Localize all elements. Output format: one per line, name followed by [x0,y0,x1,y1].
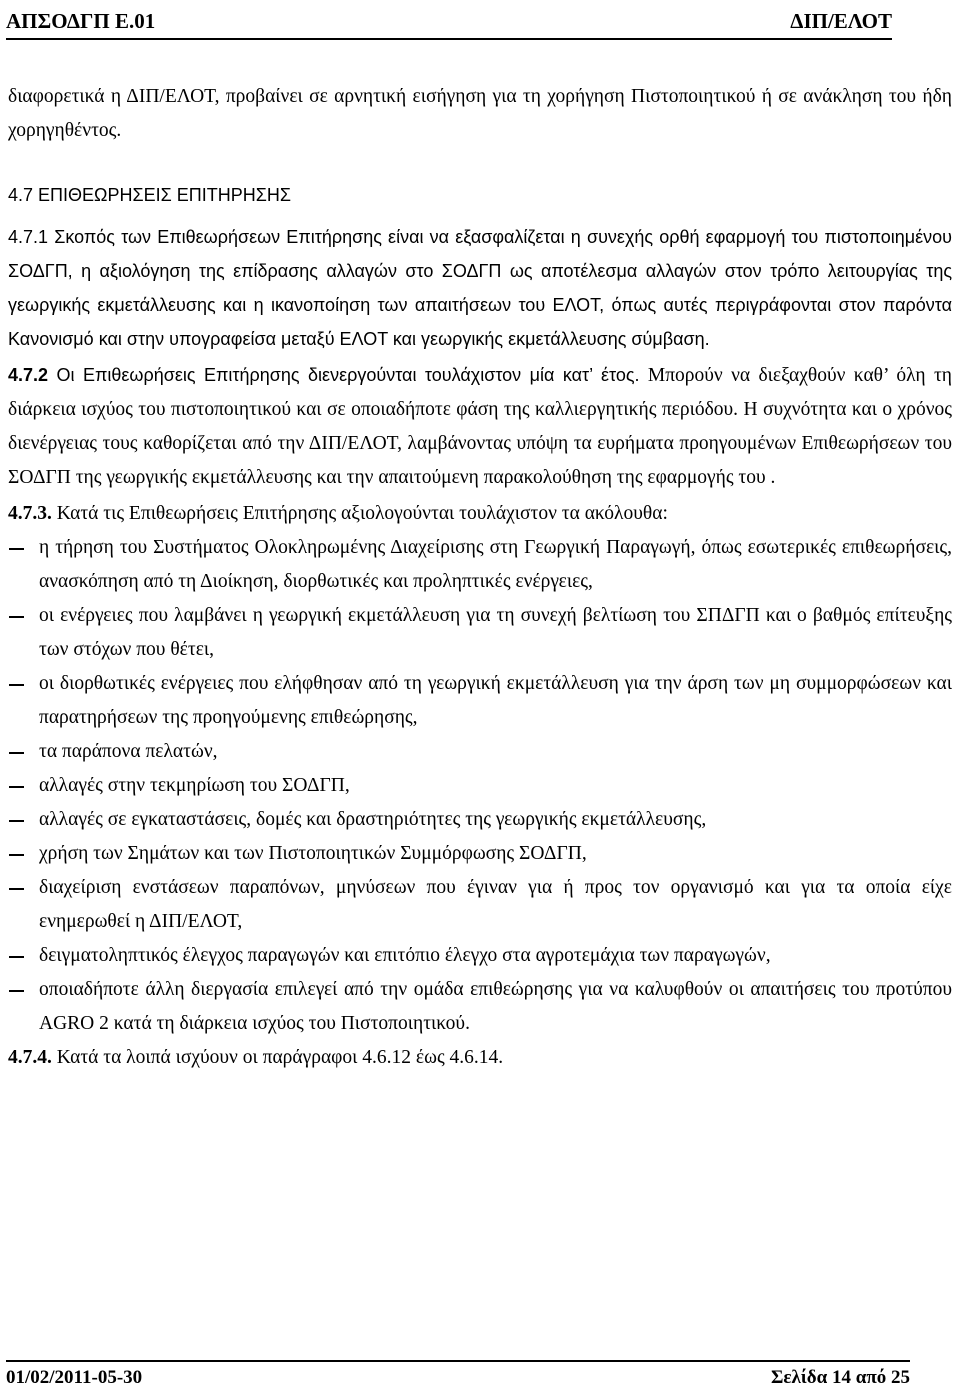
list-item: οι ενέργειες που λαμβάνει η γεωργική εκμετάλλευση για τη συνεχή βελτίωση του ΣΠΔΓΠ και ο βαθμός επίτευξης των στόχων που θέτει, [8,599,952,667]
list-item: αλλαγές σε εγκαταστάσεις, δομές και δραστηριότητες της γεωργικής εκμετάλλευσης, [8,803,952,837]
document-body [8,80,952,1075]
evaluation-list [8,531,952,1041]
list-item: διαχείριση ενστάσεων παραπόνων, μηνύσεων που έγιναν για ή προς τον οργανισμό και για τα οποία είχε ενημερωθεί η ΔΙΠ/ΕΛΟΤ, [8,871,952,939]
footer-page-number: Σελίδα 14 από 25 [771,1367,910,1388]
paragraph-number: 4.7.2 [8,365,49,385]
paragraph-text: Σκοπός των Επιθεωρήσεων Επιτήρησης είναι να εξασφαλίζεται η συνεχής ορθή εφαρμογή του πιστοποιημένου ΣΟΔΓΠ, η αξιολόγηση της επίδρασης αλλαγών στο ΣΟΔΓΠ ως αποτέλεσμα αλλαγών στον τρόπο λειτουργίας της γεωργικής εκμετάλλευσης και η ικανοποίηση των απαιτήσεων του ΕΛΟΤ, όπως αυτές περιγράφονται στον παρόντα Κανονισμό και στην υπογραφείσα μεταξύ ΕΛΟΤ και γεωργικής εκμετάλλευσης σύμβαση. [8,227,952,349]
section-heading: 4.7 ΕΠΙΘΕΩΡΗΣΕΙΣ ΕΠΙΤΗΡΗΣΗΣ [8,185,292,205]
paragraph-4-7-2 [8,358,952,495]
list-item: η τήρηση του Συστήματος Ολοκληρωμένης Διαχείρισης στη Γεωργική Παραγωγή, όπως εσωτερικές επιθεωρήσεις, ανασκόπηση από τη Διοίκηση, διορθωτικές και προληπτικές ενέργειες, [8,531,952,599]
page-footer [6,1360,910,1388]
paragraph-4-7-3 [8,497,952,531]
paragraph-text: Μπορούν να διεξαχθούν καθ’ όλη τη διάρκεια ισχύος του πιστοποιητικού και σε οποιαδήποτε φάση της καλλιεργητικής περιόδου. Η συχνότητα και ο χρόνος διενέργειας τους καθορίζεται από την ΔΙΠ/ΕΛΟΤ, λαμβάνοντας υπόψη τα ευρήματα προηγουμένων Επιθεωρήσεων του ΣΟΔΓΠ της γεωργικής εκμετάλλευσης και την απαιτούμενη παρακολούθηση της εφαρμογής του . [8,365,952,488]
page-header [6,8,892,40]
list-item: οποιαδήποτε άλλη διεργασία επιλεγεί από την ομάδα επιθεώρησης για να καλυφθούν οι απαιτήσεις του προτύπου AGRO 2 κατά τη διάρκεια ισχύος του Πιστοποιητικού. [8,973,952,1041]
header-org: ΔΙΠ/ΕΛΟΤ [790,9,892,33]
list-item: δειγματοληπτικός έλεγχος παραγωγών και επιτόπιο έλεγχο στα αγροτεμάχια των παραγωγών, [8,939,952,973]
footer-date: 01/02/2011-05-30 [6,1367,143,1388]
intro-paragraph: διαφορετικά η ΔΙΠ/ΕΛΟΤ, προβαίνει σε αρνητική εισήγηση για τη χορήγηση Πιστοποιητικού ή σε ανάκληση του ήδη χορηγηθέντος. [8,86,952,141]
paragraph-text-sans: Οι Επιθεωρήσεις Επιτήρησης διενεργούνται τουλάχιστον μία κατ’ έτος. [48,365,640,385]
paragraph-text: Κατά τις Επιθεωρήσεις Επιτήρησης αξιολογούνται τουλάχιστον τα ακόλουθα: [51,503,668,524]
paragraph-text: Κατά τα λοιπά ισχύουν οι παράγραφοι 4.6.12 έως 4.6.14. [51,1047,504,1068]
paragraph-4-7-4 [8,1041,952,1075]
paragraph-number: 4.7.1 [8,227,49,247]
list-item: αλλαγές στην τεκμηρίωση του ΣΟΔΓΠ, [8,769,952,803]
paragraph-4-7-1 [8,220,952,356]
list-item: οι διορθωτικές ενέργειες που ελήφθησαν από τη γεωργική εκμετάλλευση για την άρση των μη συμμορφώσεων και παρατηρήσεων της προηγούμενης επιθεώρησης, [8,667,952,735]
paragraph-number: 4.7.4. [8,1047,52,1068]
list-item: τα παράπονα πελατών, [8,735,952,769]
header-doc-code: ΑΠΣΟΔΓΠ Ε.01 [6,9,156,33]
paragraph-number: 4.7.3. [8,503,52,524]
list-item: χρήση των Σημάτων και των Πιστοποιητικών Συμμόρφωσης ΣΟΔΓΠ, [8,837,952,871]
